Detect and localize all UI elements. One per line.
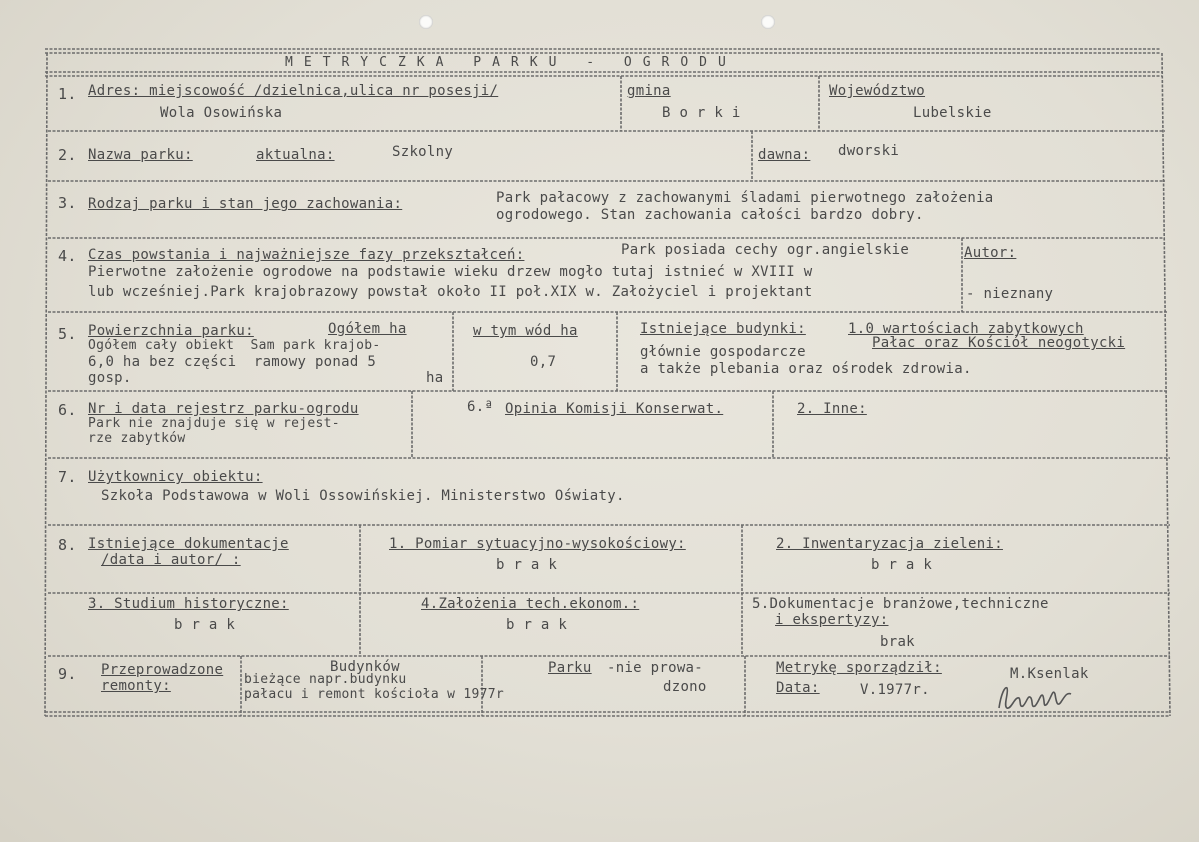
date-label: Data: [776, 680, 820, 696]
section-6a-number: 6.ª [467, 399, 494, 415]
historical-study-label: 3. Studium historyczne: [88, 596, 289, 612]
section-6-number: 6. [58, 401, 77, 419]
current-name-value: Szkolny [392, 144, 454, 160]
greenery-inventory-value: b r a k [871, 557, 933, 573]
gmina-label: gmina [627, 83, 671, 99]
park-renovation-value-2: dzono [663, 679, 707, 695]
section-8-number: 8. [58, 536, 77, 554]
address-label: Adres: miejscowość /dzielnica,ulica nr posesji/ [88, 83, 499, 99]
renovations-label-line-1: Przeprowadzone [101, 662, 224, 678]
survey-label: 1. Pomiar sytuacyjno-wysokościowy: [389, 536, 686, 552]
buildings-renovation-line-1: bieżące napr.budynku [244, 672, 407, 687]
renovations-label-line-2: remonty: [101, 678, 171, 694]
park-type-line-1: Park pałacowy z zachowanymi śladami pierwotnego założenia [496, 190, 994, 206]
buildings-line-2b: Pałac oraz Kościół neogotycki [872, 335, 1126, 351]
area-line-3: gosp. [88, 370, 132, 386]
buildings-line-2a: głównie gospodarcze [640, 344, 806, 360]
area-line-2: 6,0 ha bez części ramowy ponad 5 [88, 354, 377, 370]
historical-study-value: b r a k [174, 617, 236, 633]
register-value-line-2: rze zabytków [88, 431, 186, 446]
history-label: Czas powstania i najważniejsze fazy przekształceń: [88, 247, 525, 263]
section-3-number: 3. [58, 194, 77, 212]
register-value-line-1: Park nie znajduje się w rejest- [88, 416, 340, 431]
history-line-2: Pierwotne założenie ogrodowe na podstawie wieku drzew mogło tutaj istnieć w XVIII w [88, 264, 813, 280]
section-2-number: 2. [58, 146, 77, 164]
former-name-label: dawna: [758, 147, 811, 163]
tech-econ-value: b r a k [506, 617, 568, 633]
section-9-number: 9. [58, 665, 77, 683]
gmina-value: B o r k i [662, 105, 741, 121]
register-label: Nr i data rejestrz parku-ogrodu [88, 401, 359, 417]
buildings-renovation-line-2: pałacu i remont kościoła w 1977r [244, 687, 505, 702]
buildings-line-3: a także plebania oraz ośrodek zdrowia. [640, 361, 972, 377]
park-renovation-label: Parku [548, 660, 592, 676]
area-total-label: Ogółem ha [328, 321, 407, 337]
section-5-number: 5. [58, 325, 77, 343]
tech-econ-label: 4.Założenia tech.ekonom.: [421, 596, 640, 612]
greenery-inventory-label: 2. Inwentaryzacja zieleni: [776, 536, 1003, 552]
address-value: Wola Osowińska [160, 105, 283, 121]
water-area-value: 0,7 [530, 354, 557, 370]
buildings-renovation-label: Budynków [330, 659, 400, 675]
survey-value: b r a k [496, 557, 558, 573]
history-line-3: lub wcześniej.Park krajobrazowy powstał około II poł.XIX w. Założyciel i projektant [88, 284, 813, 300]
branch-docs-label-line-1: 5.Dokumentacje branżowe,techniczne [752, 596, 1049, 612]
park-name-label: Nazwa parku: [88, 147, 193, 163]
history-line-1-tail: Park posiada cechy ogr.angielskie [621, 242, 910, 258]
conservation-opinion-label: Opinia Komisji Konserwat. [505, 401, 724, 417]
prepared-by-label: Metrykę sporządził: [776, 660, 942, 676]
park-type-label: Rodzaj parku i stan jego zachowania: [88, 196, 403, 212]
current-name-label: aktualna: [256, 147, 335, 163]
author-value: - nieznany [966, 286, 1054, 302]
wojewodztwo-label: Województwo [829, 83, 926, 99]
documentation-label-line-2: /data i autor/ : [101, 552, 241, 568]
former-name-value: dworski [838, 143, 900, 159]
area-unit: ha [426, 370, 444, 386]
section-4-number: 4. [58, 247, 77, 265]
buildings-line-1: 1.0 wartościach zabytkowych [848, 321, 1084, 337]
branch-docs-label-line-2: i ekspertyzy: [775, 612, 889, 628]
area-label: Powierzchnia parku: [88, 323, 254, 339]
section-1-number: 1. [58, 85, 77, 103]
author-label: Autor: [964, 245, 1017, 261]
documentation-label-line-1: Istniejące dokumentacje [88, 536, 289, 552]
water-area-label: w tym wód ha [473, 323, 578, 339]
prepared-by-value: M.Ksenlak [1010, 666, 1089, 682]
park-renovation-value-1: -nie prowa- [607, 660, 704, 676]
branch-docs-value: brak [880, 634, 915, 650]
section-7-number: 7. [58, 468, 77, 486]
park-type-line-2: ogrodowego. Stan zachowania całości bardzo dobry. [496, 207, 924, 223]
form-title: METRYCZKA PARKU - OGRODU [285, 55, 737, 70]
date-value: V.1977r. [860, 682, 930, 698]
users-value: Szkoła Podstawowa w Woli Ossowińskiej. Ministerstwo Oświaty. [101, 488, 625, 504]
other-label: 2. Inne: [797, 401, 867, 417]
wojewodztwo-value: Lubelskie [913, 105, 992, 121]
area-line-1: Ogółem cały obiekt Sam park krajob- [88, 338, 381, 353]
users-label: Użytkownicy obiektu: [88, 469, 263, 485]
handwritten-signature [995, 680, 1075, 716]
buildings-label: Istniejące budynki: [640, 321, 806, 337]
